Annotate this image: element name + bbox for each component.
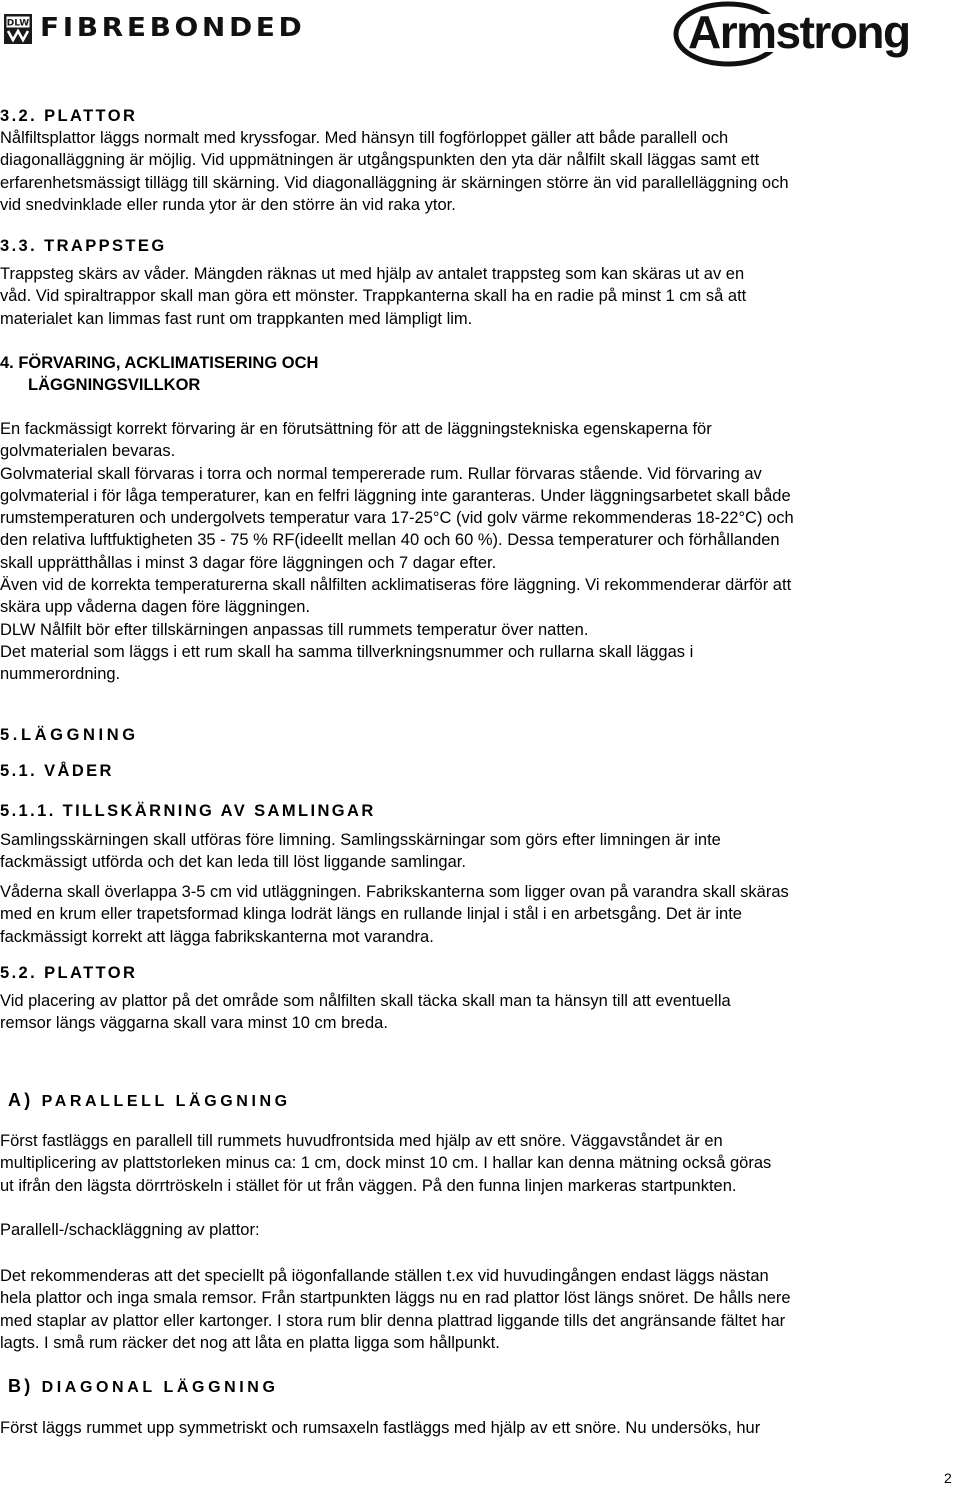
text-line: med en krum eller trapetsformad klinga lodrät längs en rullande linjal i stål i en arbetsgång. Det är inte <box>0 905 742 924</box>
fibrebonded-logo-text: FIBREBONDED <box>40 12 306 43</box>
text-line: vid snedvinklade eller runda ytor är den större än vid raka ytor. <box>0 195 456 214</box>
heading-text: PARALLELL LÄGGNING <box>41 1093 291 1110</box>
text-line: våd. Vid spiraltrappor skall man göra ett mönster. Trappkanterna skall ha en radie på minst 1 cm så att <box>0 287 747 306</box>
text-line: materialet kan limmas fast runt om trappkanten med lämpligt lim. <box>0 309 473 328</box>
paragraph-a-2 <box>0 1219 260 1241</box>
text-line: rumstemperaturen och undergolvets temperatur vara 17-25°C (vid golv värme rekommenderas 18-22°C) och <box>0 509 794 528</box>
heading-5-1-1: 5.1.1. TILLSKÄRNING AV SAMLINGAR <box>0 802 376 820</box>
heading-text: DIAGONAL LÄGGNING <box>41 1379 279 1396</box>
text-line: golvmaterialen bevaras. <box>0 442 176 461</box>
text-line: En fackmässigt korrekt förvaring är en förutsättning för att de läggningstekniska egenskaperna för <box>0 420 712 438</box>
text-line: golvmaterial i för låga temperaturer, kan en felfri läggning inte garanteras. Under läggningsarbetet skall både <box>0 486 791 505</box>
heading-prefix: B) <box>8 1376 34 1396</box>
paragraph-4 <box>0 418 794 686</box>
text-line: Först läggs rummet upp symmetriskt och rumsaxeln fastläggs med hjälp av ett snöre. Nu undersöks, hur <box>0 1419 761 1437</box>
page-number: 2 <box>944 1470 952 1486</box>
text-line: Först fastläggs en parallell till rummets huvudfrontsida med hjälp av ett snöre. Väggavståndet är en <box>0 1132 723 1150</box>
paragraph-a-3 <box>0 1265 791 1354</box>
text-line: ut ifrån den lägsta dörrtröskeln i stället för ut från väggen. På den funna linjen markeras startpunkten. <box>0 1176 737 1195</box>
text-line: DLW Nålfilt bör efter tillskärningen anpassas till rummets temperatur över natten. <box>0 620 589 639</box>
text-line: Även vid de korrekta temperaturerna skall nålfilten acklimatiseras före läggning. Vi rekommenderar därför att <box>0 576 792 595</box>
text-line: Det rekommenderas att det speciellt på iögonfallande ställen t.ex vid huvudingången endast läggs nästan <box>0 1267 769 1285</box>
text-line: Det material som läggs i ett rum skall ha samma tillverkningsnummer och rullarna skall läggas i <box>0 642 694 661</box>
heading-line: 4. FÖRVARING, ACKLIMATISERING OCH <box>0 354 319 372</box>
paragraph-5-1-1-b <box>0 881 789 948</box>
text-line: multiplicering av plattstorleken minus ca: 1 cm, dock minst 10 cm. I hallar kan denna mätning också göras <box>0 1154 772 1173</box>
text-line: den relativa luftfuktigheten 35 - 75 % RF(ideellt mellan 40 och 60 %). Dessa temperaturer och förhållanden <box>0 531 780 550</box>
text-line: fackmässigt korrekt att lägga fabrikskanterna mot varandra. <box>0 927 434 946</box>
heading-5-2: 5.2. PLATTOR <box>0 964 138 982</box>
text-line: Våderna skall överlappa 3-5 cm vid utläggningen. Fabrikskanterna som ligger ovan på varandra skall skäras <box>0 883 789 901</box>
text-line: Samlingsskärningen skall utföras före limning. Samlingsskärningar som görs efter limningen är inte <box>0 831 721 849</box>
text-line: erfarenhetsmässigt tillägg till skärning. Vid diagonalläggning är skärningen större än vid parallelläggning och <box>0 173 789 192</box>
text-line: fackmässigt utförda och det kan leda till löst liggande samlingar. <box>0 853 466 872</box>
text-line: remsor längs väggarna skall vara minst 10 cm breda. <box>0 1014 388 1033</box>
svg-text:DLW: DLW <box>6 18 30 29</box>
heading-4 <box>0 352 318 396</box>
armstrong-logo-icon <box>668 0 960 68</box>
heading-3-3: 3.3. TRAPPSTEG <box>0 237 167 255</box>
paragraph-b <box>0 1417 760 1439</box>
paragraph-5-2 <box>0 990 731 1035</box>
dlw-logo-icon <box>4 14 32 44</box>
text-line: Golvmaterial skall förvaras i torra och normal tempererade rum. Rullar förvaras stående. Vid förvaring av <box>0 464 762 483</box>
text-line: Parallell-/schackläggning av plattor: <box>0 1221 260 1239</box>
heading-b <box>8 1374 279 1400</box>
text-line: hela plattor och inga smala remsor. Från startpunkten läggs nu en rad plattor löst längs snöret. De hålls nere <box>0 1289 791 1308</box>
paragraph-a-1 <box>0 1130 771 1197</box>
paragraph-3-3 <box>0 263 746 330</box>
heading-a <box>8 1088 291 1114</box>
heading-5: 5.LÄGGNING <box>0 726 139 744</box>
paragraph-3-2 <box>0 127 789 216</box>
heading-line: LÄGGNINGSVILLKOR <box>28 376 201 394</box>
text-line: Nålfiltsplattor läggs normalt med kryssfogar. Med hänsyn till fogförloppet gäller att både parallell och <box>0 129 729 147</box>
text-line: Vid placering av plattor på det område som nålfilten skall täcka skall man ta hänsyn till att eventuella <box>0 992 731 1010</box>
text-line: skall upprätthållas i minst 3 dagar före läggningen och 7 dagar efter. <box>0 553 497 572</box>
heading-prefix: A) <box>8 1090 34 1110</box>
text-line: med staplar av plattor eller kartonger. I stora rum blir denna plattrad liggande tills det angränsande fältet har <box>0 1311 786 1330</box>
heading-3-2: 3.2. PLATTOR <box>0 107 138 125</box>
page-header <box>0 0 960 70</box>
text-line: lagts. I små rum räcker det nog att låta en platta ligga som hållpunkt. <box>0 1333 500 1352</box>
text-line: diagonalläggning är möjlig. Vid uppmätningen är utgångspunkten den yta där nålfilt skall läggas samt ett <box>0 151 760 170</box>
text-line: Trappsteg skärs av våder. Mängden räknas ut med hjälp av antalet trappsteg som kan skäras ut av en <box>0 265 745 283</box>
heading-5-1: 5.1. VÅDER <box>0 762 114 780</box>
svg-text:Armstrong: Armstrong <box>688 6 910 58</box>
paragraph-5-1-1-a <box>0 829 721 874</box>
text-line: nummerordning. <box>0 665 121 684</box>
text-line: skära upp våderna dagen före läggningen. <box>0 598 311 617</box>
